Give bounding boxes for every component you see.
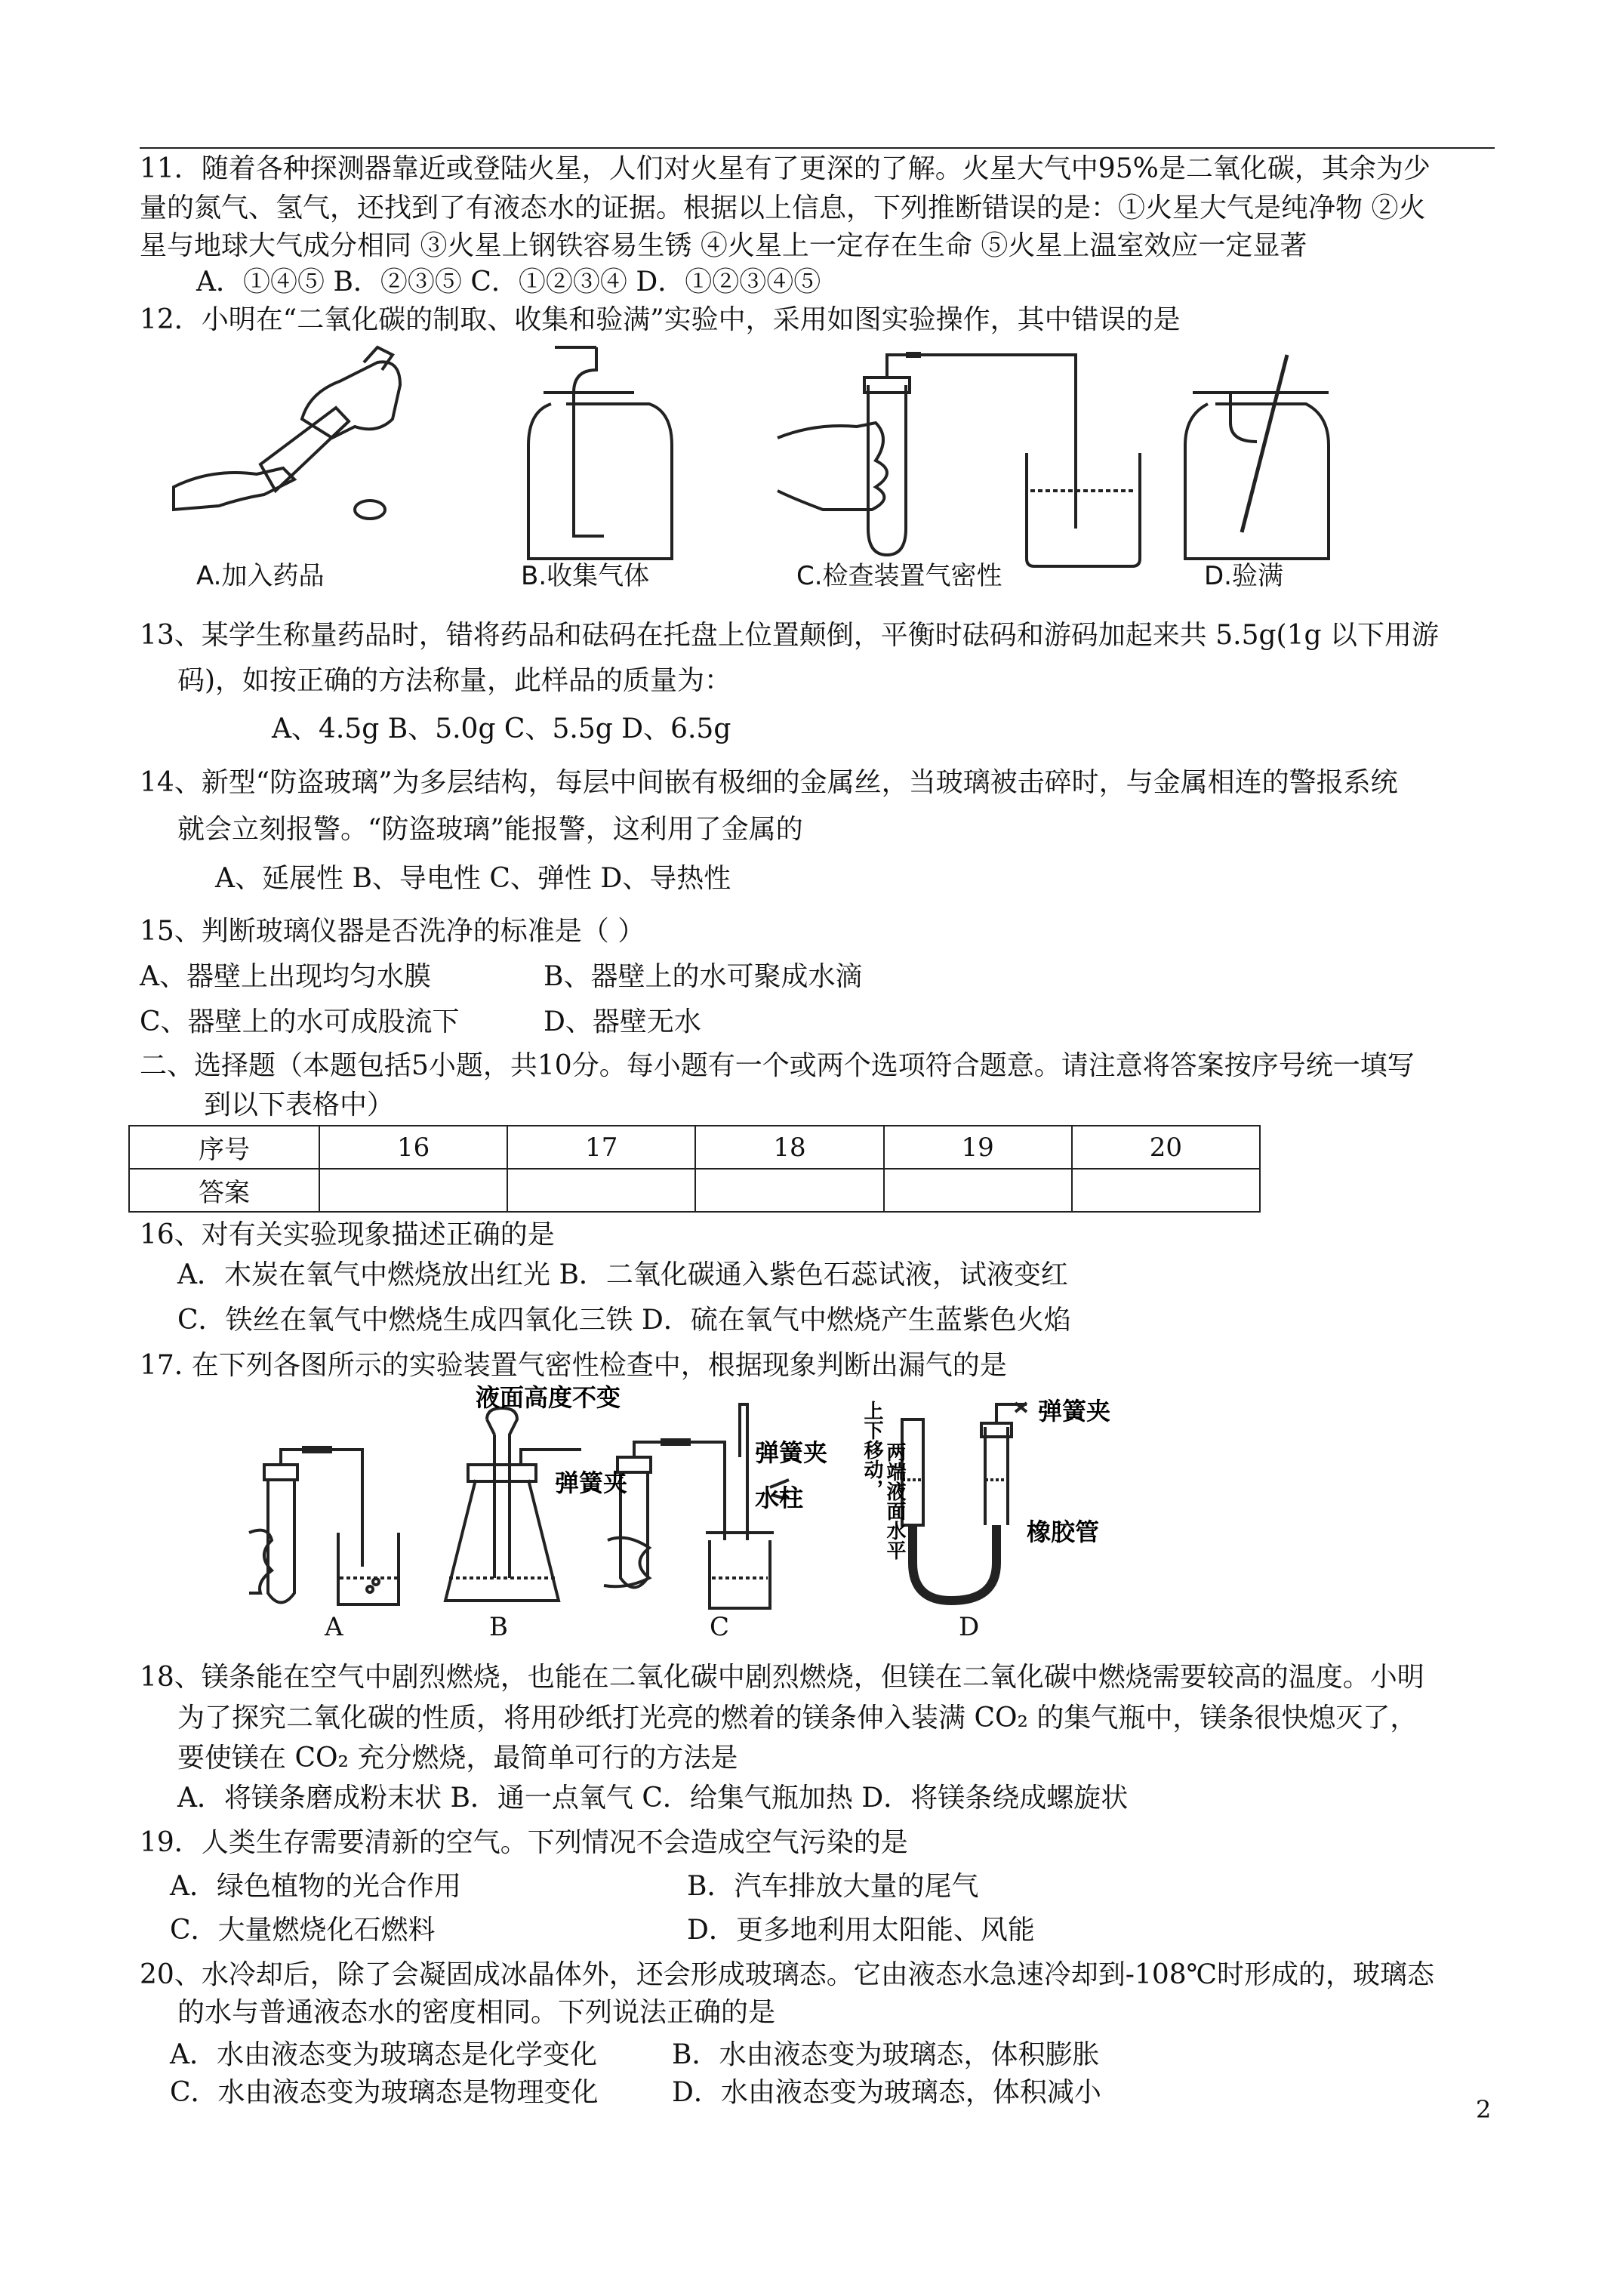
q13-options: A、4.5g B、5.0g C、5.5g D、6.5g [272, 713, 731, 744]
answer-cell-17[interactable] [507, 1169, 695, 1212]
answer-table-header: 19 [884, 1126, 1072, 1169]
q15-stem: 15、判断玻璃仪器是否洗净的标准是（ ） [140, 916, 645, 947]
answer-cell-19[interactable] [884, 1169, 1072, 1212]
q20-option-a: A．水由液态变为玻璃态是化学变化 [170, 2039, 597, 2070]
answer-cell-16[interactable] [319, 1169, 507, 1212]
q13-line2: 码)，如按正确的方法称量，此样品的质量为： [177, 665, 732, 696]
q17-stem: 17. 在下列各图所示的实验装置气密性检查中，根据现象判断出漏气的是 [140, 1350, 1007, 1381]
fig-d-test-full [1185, 355, 1329, 559]
q15-option-c: C、器壁上的水可成股流下 [140, 1006, 460, 1037]
q15-option-b: B、器壁上的水可聚成水滴 [544, 961, 863, 992]
q12-figure [151, 340, 1359, 604]
fig17-b-label-top: 液面高度不变 [476, 1383, 621, 1412]
fig17-b [445, 1408, 581, 1601]
q12-stem: 12．小明在“二氧化碳的制取、收集和验满”实验中，采用如图实验操作，其中错误的是 [140, 304, 1181, 335]
fig-c-airtightness [778, 355, 1140, 566]
q18-line3: 要使镁在 CO₂ 充分燃烧，最简单可行的方法是 [177, 1743, 738, 1774]
fig17-a [249, 1450, 399, 1604]
q14-line2: 就会立刻报警。“防盗玻璃”能报警，这利用了金属的 [177, 814, 803, 845]
q14-line1: 14、新型“防盗玻璃”为多层结构，每层中间嵌有极细的金属丝，当玻璃被击碎时，与金属相连的警报系统 [140, 767, 1398, 798]
fig17-d-label-side2: 两端液面水平 [883, 1442, 906, 1560]
page-number: 2 [1476, 2095, 1492, 2124]
answer-table-header: 16 [319, 1126, 507, 1169]
q18-options: A．将镁条磨成粉末状 B．通一点氧气 C．给集气瓶加热 D．将镁条绕成螺旋状 [177, 1783, 1129, 1814]
answer-cell-20[interactable] [1072, 1169, 1260, 1212]
q19-option-c: C．大量燃烧化石燃料 [170, 1915, 436, 1946]
section2-line2: 到以下表格中） [204, 1089, 395, 1120]
q20-line1: 20、水冷却后，除了会凝固成冰晶体外，还会形成玻璃态。它由液态水急速冷却到-108℃时形成的，玻璃态 [140, 1959, 1434, 1990]
q15-option-a: A、器壁上出现均匀水膜 [140, 961, 431, 992]
q17-caption-b: B [489, 1612, 508, 1642]
answer-table-header: 序号 [129, 1126, 319, 1169]
q12-caption-c: C.检查装置气密性 [796, 561, 1002, 591]
q20-line2: 的水与普通液态水的密度相同。下列说法正确的是 [177, 1997, 776, 2028]
q12-caption-a: A.加入药品 [196, 561, 325, 591]
q12-caption-d: D.验满 [1204, 561, 1283, 591]
answer-table-header: 17 [507, 1126, 695, 1169]
q17-caption-d: D [959, 1612, 980, 1642]
answer-table-answer-row [129, 1169, 1260, 1212]
q12-caption-b: B.收集气体 [521, 561, 650, 591]
q20-option-b: B．水由液态变为玻璃态，体积膨胀 [672, 2039, 1100, 2070]
answer-table-header: 18 [695, 1126, 883, 1169]
answer-cell-18[interactable] [695, 1169, 883, 1212]
q19-stem: 19．人类生存需要清新的空气。下列情况不会造成空气污染的是 [140, 1827, 908, 1858]
q17-caption-a: A [325, 1612, 343, 1642]
q15-option-d: D、器壁无水 [544, 1006, 701, 1037]
answer-table-header-row [129, 1126, 1260, 1169]
q16-line2: C．铁丝在氧气中燃烧生成四氧化三铁 D．硫在氧气中燃烧产生蓝紫色火焰 [177, 1305, 1071, 1336]
section2-line1: 二、选择题（本题包括5小题，共10分。每小题有一个或两个选项符合题意。请注意将答案按序号统一填写 [140, 1050, 1415, 1081]
fig17-d-label-tube: 橡胶管 [1027, 1518, 1100, 1546]
q14-options: A、延展性 B、导电性 C、弹性 D、导热性 [215, 863, 731, 894]
fig17-d-label-clip: 弹簧夹 [1038, 1397, 1111, 1425]
q20-option-c: C．水由液态变为玻璃态是物理变化 [170, 2077, 599, 2108]
q20-option-d: D．水由液态变为玻璃态，体积减小 [672, 2077, 1101, 2108]
q11-line3: 星与地球大气成分相同 ③火星上钢铁容易生锈 ④火星上一定存在生命 ⑤火星上温室效应一定显著 [140, 230, 1307, 261]
q19-option-a: A．绿色植物的光合作用 [170, 1871, 461, 1902]
fig17-c-label-clip: 弹簧夹 [755, 1438, 828, 1467]
q17-caption-c: C [710, 1612, 730, 1642]
q11-line2: 量的氮气、氢气，还找到了有液态水的证据。根据以上信息，下列推断错误的是：①火星大气是纯净物 ②火 [140, 193, 1426, 223]
fig17-d [902, 1403, 1027, 1601]
fig17-b-label-clip: 弹簧夹 [555, 1469, 628, 1497]
fig17-c-label-water: 水柱 [755, 1484, 804, 1512]
q17-figure [226, 1383, 1111, 1623]
q19-option-d: D．更多地利用太阳能、风能 [687, 1915, 1035, 1946]
q18-line1: 18、镁条能在空气中剧烈燃烧，也能在二氧化碳中剧烈燃烧，但镁在二氧化碳中燃烧需要较高的温度。小明 [140, 1662, 1424, 1693]
answer-table [128, 1125, 1261, 1213]
answer-table-header: 20 [1072, 1126, 1260, 1169]
q13-line1: 13、某学生称量药品时，错将药品和砝码在托盘上位置颠倒，平衡时砝码和游码加起来共 5.5g(1g 以下用游 [140, 620, 1439, 651]
q11-line1: 11．随着各种探测器靠近或登陆火星，人们对火星有了更深的了解。火星大气中95%是二氧化碳，其余为少 [140, 153, 1431, 184]
q18-line2: 为了探究二氧化碳的性质，将用砂纸打光亮的燃着的镁条伸入装满 CO₂ 的集气瓶中，镁条很快熄灭了， [177, 1703, 1418, 1734]
q19-option-b: B．汽车排放大量的尾气 [687, 1871, 979, 1902]
q16-stem: 16、对有关实验现象描述正确的是 [140, 1219, 555, 1250]
fig-b-collect-gas [528, 347, 672, 559]
q11-options: A．①④⑤ B．②③⑤ C．①②③④ D．①②③④⑤ [196, 267, 821, 297]
fig-a-add-reagent [174, 347, 400, 519]
answer-row-label: 答案 [129, 1169, 319, 1212]
top-rule [140, 147, 1495, 149]
q16-line1: A．木炭在氧气中燃烧放出红光 B．二氧化碳通入紫色石蕊试液，试液变红 [177, 1259, 1068, 1290]
fig17-d-label-side1: 上下移动， [861, 1401, 883, 1499]
